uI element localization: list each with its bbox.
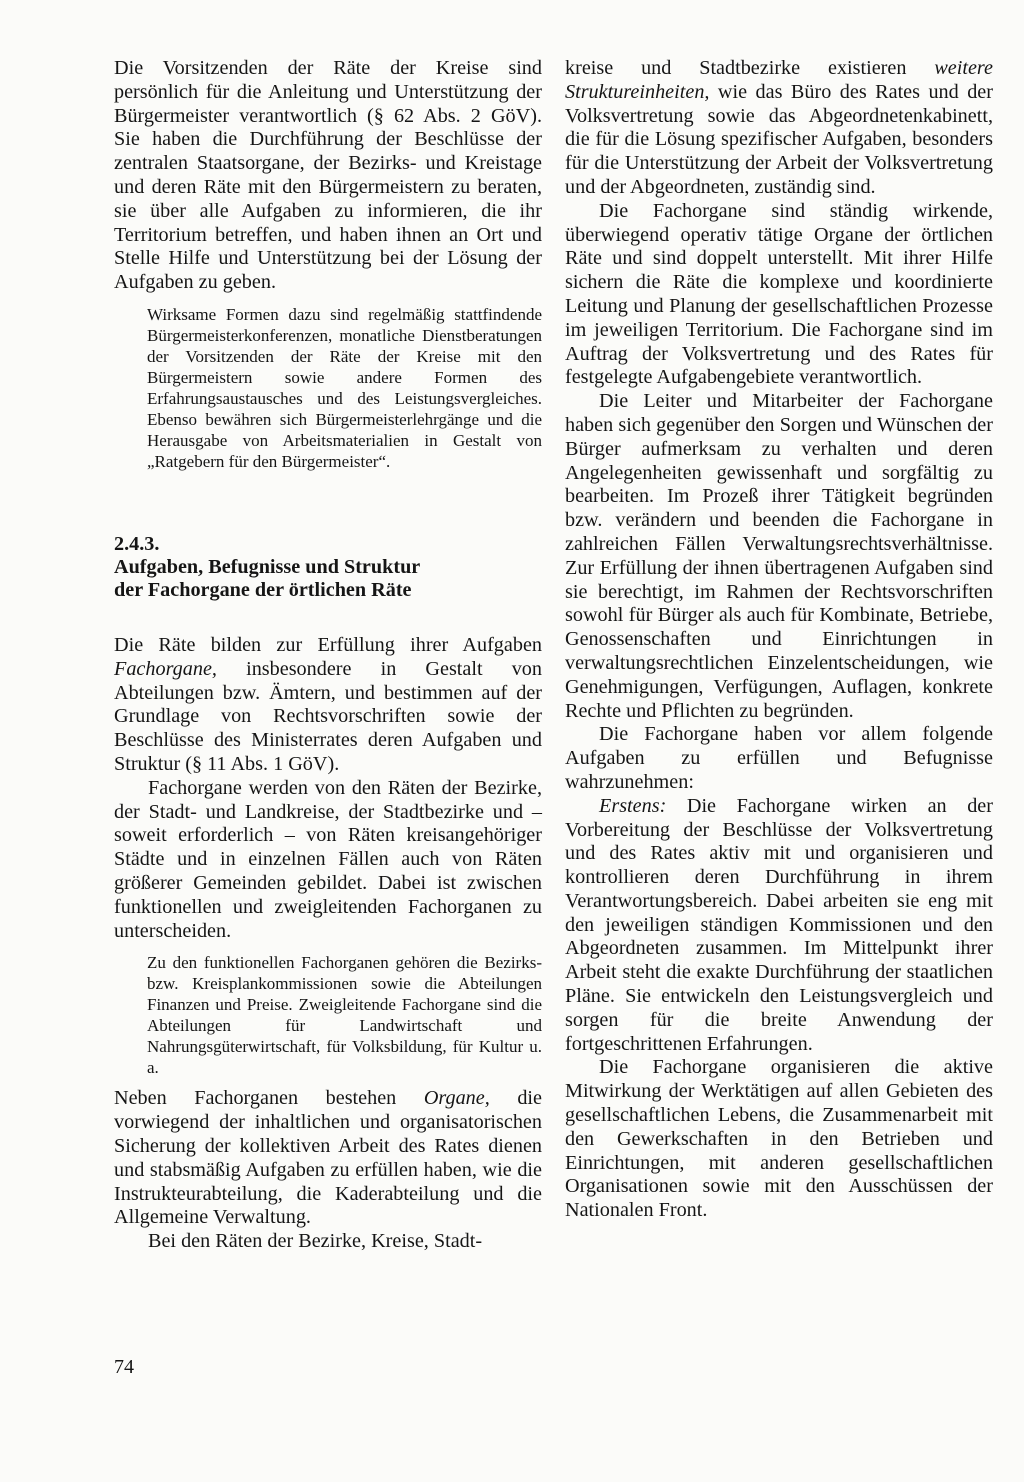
left-column (114, 57, 542, 1254)
note-paragraph: Zu den funktionellen Fachorganen gehören die Bezirks- bzw. Kreisplankommissionen sowie die Abteilungen Finanzen und Preise. Zweigleitende Fachorgane sind die Abteilungen für Landwirtschaft und Nahrungsgüterwirtschaft, für Volksbildung, für Kultur u. a. (147, 953, 542, 1078)
paragraph: kreise und Stadtbezirke existieren weitere Struktureinheiten, wie das Büro des Rates und der Volksvertretung sowie das Abgeordnetenkabinett, die für die Lösung spezifischer Aufgaben, besonders für die Unterstützung der Arbeit der Volksvertretung und der Abgeordneten, zuständig sind. (565, 57, 993, 198)
paragraph: Bei den Räten der Bezirke, Kreise, Stadt- (148, 1230, 483, 1253)
emphasis: weitere Struktureinheiten, (565, 57, 993, 103)
section-heading (114, 533, 542, 602)
paragraph: Neben Fachorganen bestehen Organe, die vorwiegend der inhaltlichen und organisatorischen Sicherung der kollektiven Arbeit des Rates dienen und stabsmäßig Aufgaben zu erfüllen haben, wie die Instrukteurabteilung, die Kaderabteilung und die Allgemeine Verwaltung. (114, 1087, 542, 1229)
paragraph: Die Fachorgane haben vor allem folgende Aufgaben zu erfüllen und Befugnisse wahrzunehmen: (565, 723, 993, 793)
section-number: 2.4.3. (114, 532, 160, 555)
emphasis: Fachorgane, (114, 657, 217, 680)
section-title-line-1: Aufgaben, Befugnisse und Struktur (114, 555, 421, 578)
page-number: 74 (114, 1356, 134, 1378)
note-paragraph: Wirksame Formen dazu sind regelmäßig stattfindende Bürgermeisterkonferenzen, monatliche Dienstberatungen der Vorsitzenden der Räte der Kreise mit den Bürgermeistern sowie andere Formen des Erfahrungsaustausches und des Leistungsvergleiches. Ebenso bewähren sich Bürgermeisterlehrgänge und die Herausgabe von Arbeitsmaterialien in Gestalt von „Ratgebern für den Bürgermeister“. (147, 304, 542, 471)
emphasis: Organe, (423, 1087, 490, 1110)
paragraph: Erstens: Die Fachorgane wirken an der Vorbereitung der Beschlüsse der Volksvertretung und des Rates aktiv mit und organisieren und kontrollieren deren Durchführung in ihrem Verantwortungsbereich. Dabei arbeiten sie eng mit den jeweiligen ständigen Kommissionen und den Abgeordneten zusammen. Im Mittelpunkt ihrer Arbeit steht die exakte Durchführung der staatlichen Pläne. Sie entwickeln den Leistungsvergleich und sorgen für die breite Anwendung der fortgeschrittenen Erfahrungen. (565, 794, 993, 1055)
emphasis: Erstens: (599, 794, 667, 817)
paragraph: Die Fachorgane sind ständig wirkende, überwiegend operativ tätige Organe der örtlichen Räte und sind doppelt unterstellt. Mit ihrer Hilfe sichern die Räte die komplexe und koordinierte Leitung und Planung der gesellschaftlichen Prozesse im jeweiligen Territorium. Die Fachorgane sind im Auftrag der Volksvertretung und des Rates für festgelegte Aufgabengebiete verantwortlich. (565, 199, 993, 389)
paragraph: Die Fachorgane organisieren die aktive Mitwirkung der Werktätigen auf allen Gebieten des gesellschaftlichen Lebens, die Zusammenarbeit mit den Gewerkschaften in den Betrieben und Einrichtungen, mit anderen gesellschaftlichen Organisationen sowie mit den Ausschüssen der Nationalen Front. (565, 1056, 993, 1222)
paragraph: Die Leiter und Mitarbeiter der Fachorgane haben sich gegenüber den Sorgen und Wünschen der Bürger aufmerksam zu verhalten und deren Angelegenheiten gewissenhaft und sorgfältig zu bearbeiten. Im Prozeß ihrer Tätigkeit begründen bzw. verändern und beenden die Fachorgane in zahlreichen Fällen Verwaltungsrechtsverhältnisse. Zur Erfüllung der ihnen übertragenen Aufgaben sind sie berechtigt, im Rahmen der Rechtsvorschriften sowohl für Bürger als auch für Kombinate, Betriebe, Genossenschaften und Einrichtungen in verwaltungsrechtlichen Einzelentscheidungen, wie Genehmigungen, Verfügungen, Auflagen, konkrete Rechte und Pflichten zu begründen. (565, 390, 993, 722)
paragraph: Fachorgane werden von den Räten der Bezirke, der Stadt- und Landkreise, der Stadtbezirke und – soweit erforderlich – von Räten kreisangehöriger Städte und in einzelnen Fällen auch von Räten größerer Gemeinden gebildet. Dabei ist zwischen funktionellen und zweigleitenden Fachorganen zu unterscheiden. (114, 776, 542, 942)
paragraph: Die Vorsitzenden der Räte der Kreise sind persönlich für die Anleitung und Unterstützung der Bürgermeister verantwortlich (§ 62 Abs. 2 GöV). Sie haben die Durchführung der Beschlüsse der zentralen Staatsorgane, der Bezirks- und Kreistage und deren Räte mit den Bürgermeistern zu beraten, sie über alle Aufgaben zu informieren, die ihr Territorium betreffen, und haben ihnen an Ort und Stelle Hilfe und Unterstützung bei der Lösung der Aufgaben zu geben. (114, 57, 542, 294)
paragraph: Die Räte bilden zur Erfüllung ihrer Aufgaben Fachorgane, insbesondere in Gestalt von Abteilungen bzw. Ämtern, und bestimmen auf der Grundlage von Rechtsvorschriften sowie der Beschlüsse des Ministerrates deren Aufgaben und Struktur (§ 11 Abs. 1 GöV). (114, 633, 542, 775)
section-title-line-2: der Fachorgane der örtlichen Räte (114, 578, 412, 601)
right-column (565, 57, 993, 1223)
